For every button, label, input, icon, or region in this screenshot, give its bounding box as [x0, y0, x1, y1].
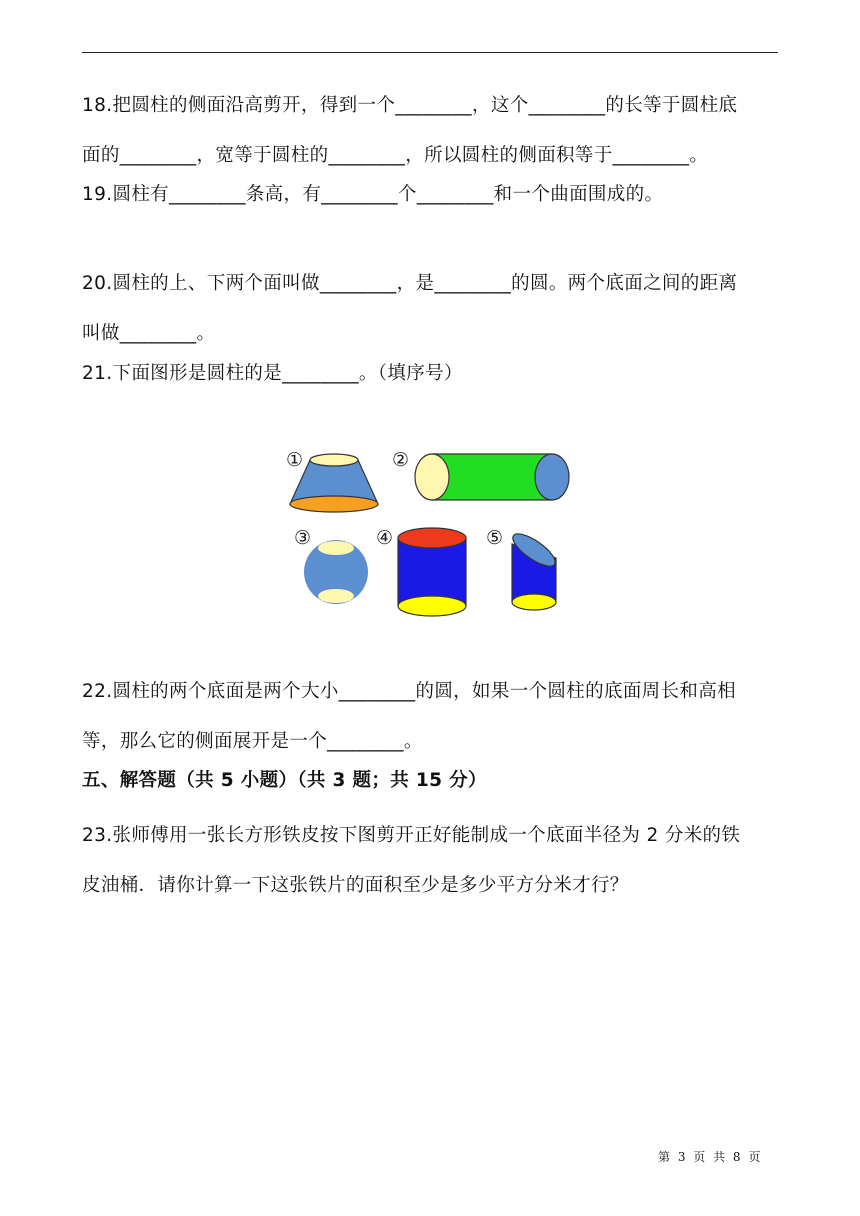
cylinder-shapes-figure: [280, 440, 580, 620]
question-22-line-2: 等，那么它的侧面展开是一个________。: [82, 731, 423, 752]
shape-4-bottom: [398, 596, 466, 616]
shape-3-bottom: [318, 589, 354, 603]
question-23-line-2: 皮油桶．请你计算一下这张铁片的面积至少是多少平方分米才行？: [82, 875, 629, 896]
section-heading-text: 五、解答题（共 5 小题）（共 3 题；共 15 分）: [82, 770, 487, 791]
question-23: [82, 811, 782, 911]
question-18-line-2: 面的________，宽等于圆柱的________，所以圆柱的侧面积等于________。: [82, 145, 709, 166]
question-18-line-1: 18.把圆柱的侧面沿高剪开，得到一个________，这个________的长等于圆柱底: [82, 95, 738, 116]
header-rule: [82, 52, 778, 53]
shape-1-label: ①: [286, 449, 304, 471]
shape-2-left-end: [415, 454, 449, 500]
question-19: [82, 170, 782, 220]
shape-2-body: [432, 454, 552, 500]
question-18: [82, 81, 782, 181]
shape-5-slanted-cylinder: [486, 527, 560, 610]
question-20: [82, 259, 782, 359]
question-20-line-2: 叫做________。: [82, 323, 216, 344]
shape-3-label: ③: [294, 527, 312, 549]
page-number: 第 3 页 共 8 页: [658, 1150, 763, 1164]
question-23-line-1: 23.张师傅用一张长方形铁皮按下图剪开正好能制成一个底面半径为 2 分米的铁: [82, 825, 741, 846]
shape-1-bottom: [290, 496, 378, 512]
shape-3-top: [318, 541, 354, 555]
shape-4-label: ④: [376, 527, 394, 549]
question-22: [82, 667, 782, 767]
question-21-line-1: 21.下面图形是圆柱的是________。（填序号）: [82, 363, 463, 384]
shape-2-horizontal-cylinder: [392, 449, 569, 500]
question-19-line-1: 19.圆柱有________条高，有________个________和一个曲面围成的。: [82, 184, 664, 205]
shape-5-bottom: [512, 594, 556, 610]
question-21: [82, 349, 782, 399]
shape-2-label: ②: [392, 449, 410, 471]
question-22-line-1: 22.圆柱的两个底面是两个大小________的圆，如果一个圆柱的底面周长和高相: [82, 681, 736, 702]
shape-4-cylinder: [376, 527, 466, 616]
shape-3-sphere: [294, 527, 368, 604]
shape-2-right-end: [535, 454, 569, 500]
shape-5-label: ⑤: [486, 527, 504, 549]
section-heading: [82, 756, 782, 806]
shape-4-top: [398, 528, 466, 548]
question-20-line-1: 20.圆柱的上、下两个面叫做________，是________的圆。两个底面之间的距离: [82, 273, 738, 294]
shape-1-top: [310, 454, 358, 466]
shape-1-frustum: [286, 449, 378, 512]
